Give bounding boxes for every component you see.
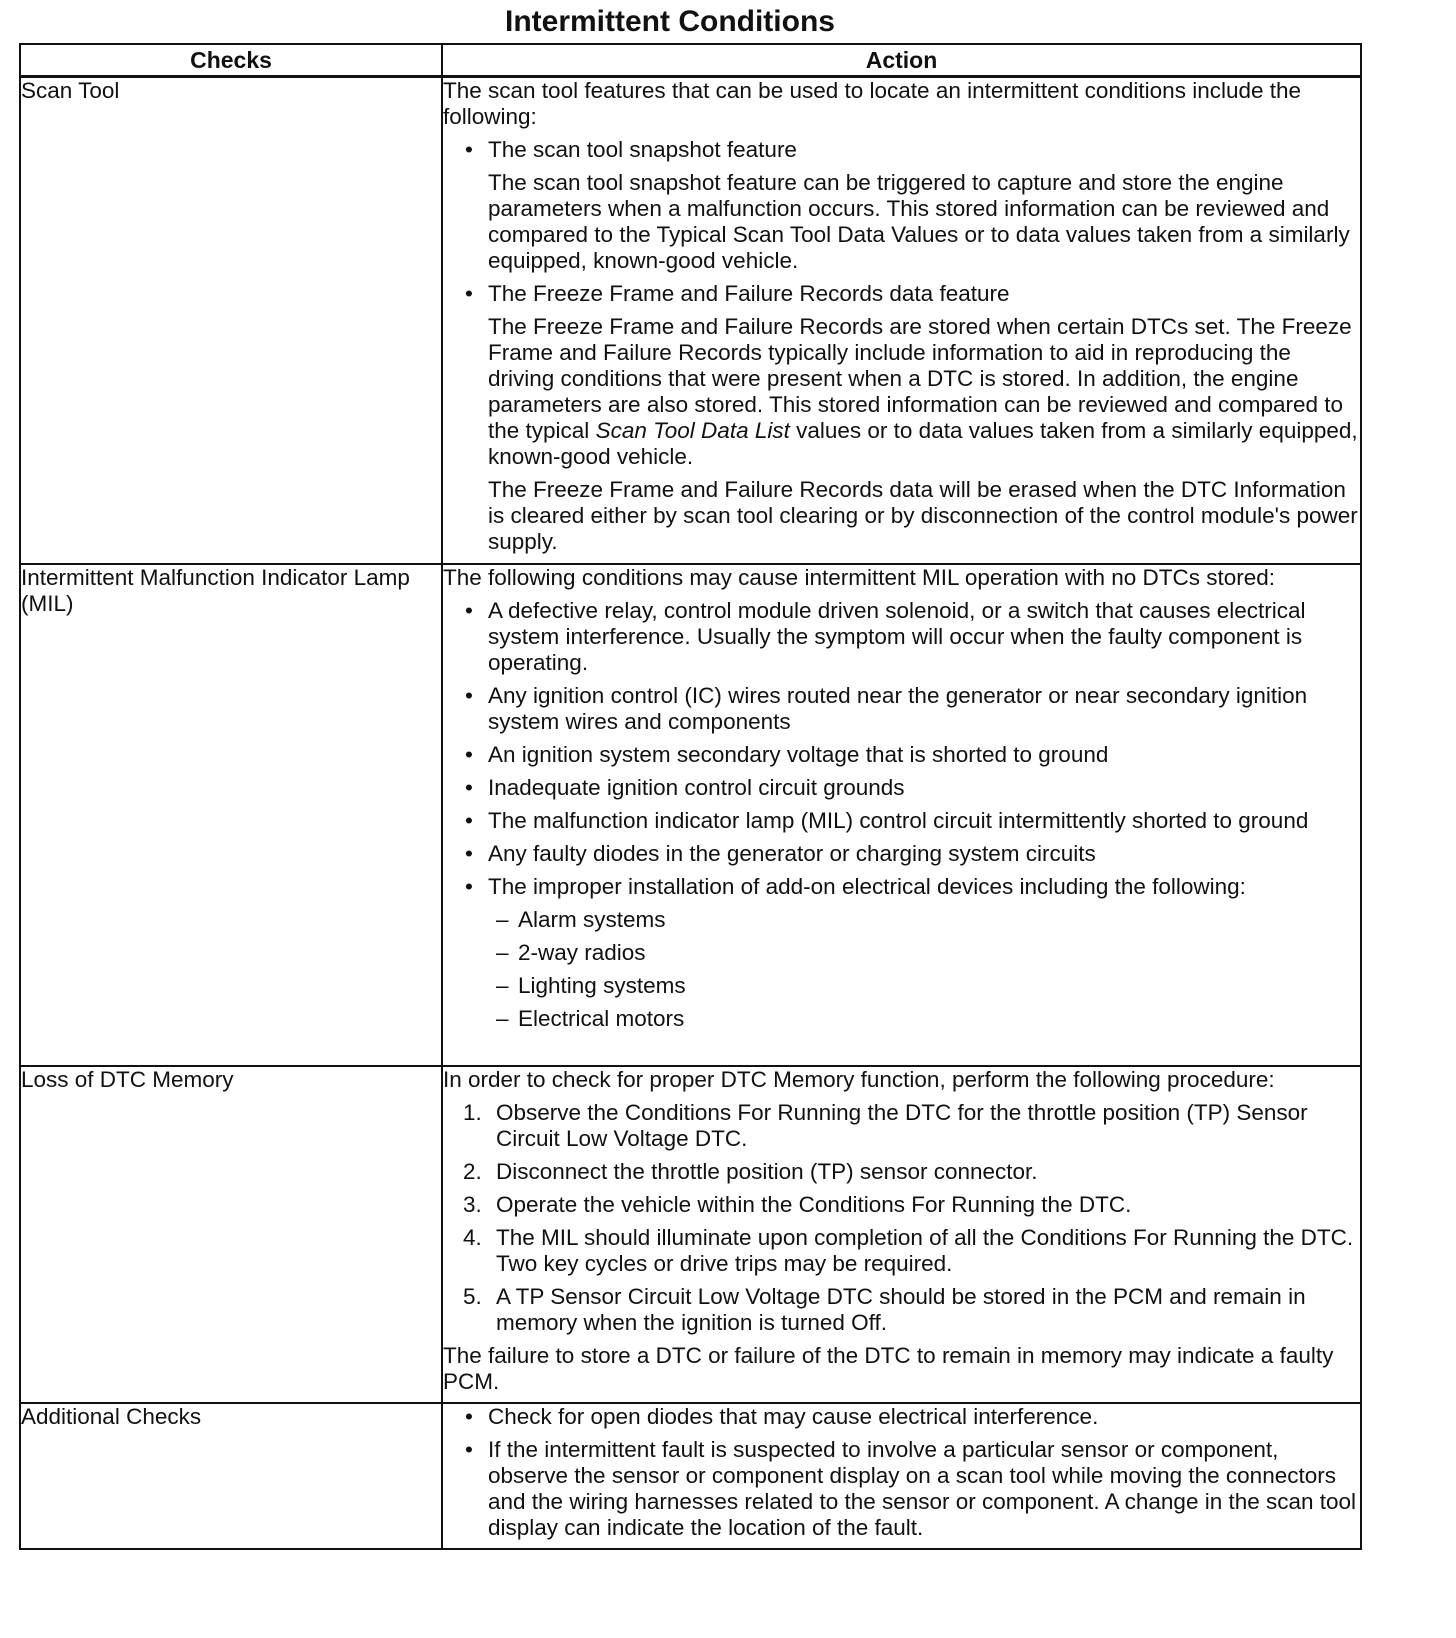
bullet-title: • The scan tool snapshot feature bbox=[488, 137, 797, 162]
list-item: • Check for open diodes that may cause electrical interference. bbox=[443, 1404, 1360, 1430]
bullet-list bbox=[443, 137, 1360, 555]
step-number: 5. bbox=[463, 1283, 482, 1309]
step-number: 4. bbox=[463, 1224, 482, 1250]
sub-list-item: – Electrical motors bbox=[488, 1006, 1360, 1032]
action-intro: The following conditions may cause intermittent MIL operation with no DTCs stored: bbox=[443, 564, 1276, 590]
check-cell: Additional Checks bbox=[20, 1403, 442, 1549]
list-item: • Any faulty diodes in the generator or charging system circuits bbox=[443, 841, 1360, 867]
check-cell: Loss of DTC Memory bbox=[20, 1066, 442, 1403]
bullet-title: • The Freeze Frame and Failure Records data feature bbox=[488, 281, 1010, 306]
check-cell: Scan Tool bbox=[20, 77, 442, 564]
list-item: • Any ignition control (IC) wires routed near the generator or near secondary ignition system wires and components bbox=[443, 683, 1360, 735]
list-item: • If the intermittent fault is suspected to involve a particular sensor or component, observe the sensor or component display on a scan tool while moving the connectors and the wiring harnesses related to the sensor or component. A change in the scan tool display can indicate the location of the fault. bbox=[443, 1437, 1360, 1541]
step-text: The MIL should illuminate upon completion of all the Conditions For Running the DTC. Two key cycles or drive trips may be required. bbox=[496, 1224, 1354, 1276]
sub-list bbox=[488, 907, 1360, 1032]
action-cell bbox=[442, 1403, 1361, 1549]
step-item bbox=[443, 1100, 1360, 1152]
table-row bbox=[20, 1403, 1361, 1549]
step-text: A TP Sensor Circuit Low Voltage DTC should be stored in the PCM and remain in memory when the ignition is turned Off. bbox=[496, 1283, 1306, 1335]
list-item bbox=[443, 874, 1360, 1032]
action-cell bbox=[442, 77, 1361, 564]
list-item: • An ignition system secondary voltage that is shorted to ground bbox=[443, 742, 1360, 768]
action-intro: The scan tool features that can be used to locate an intermittent conditions include the following: bbox=[443, 78, 1302, 129]
table-row bbox=[20, 564, 1361, 1066]
step-number: 3. bbox=[463, 1191, 482, 1217]
list-item bbox=[443, 137, 1360, 274]
bullet-body: The scan tool snapshot feature can be triggered to capture and store the engine parameters when a malfunction occurs. This stored information can be reviewed and compared to the Typical Scan Tool Data Values or to data values taken from a similarly equipped, known-good vehicle. bbox=[488, 170, 1350, 273]
bullet-title: • The improper installation of add-on electrical devices including the following: bbox=[488, 873, 1246, 899]
table-header-row bbox=[20, 44, 1361, 77]
step-text: Operate the vehicle within the Conditions For Running the DTC. bbox=[496, 1191, 1132, 1217]
sub-list-item: – 2-way radios bbox=[488, 940, 1360, 966]
list-item: • The malfunction indicator lamp (MIL) control circuit intermittently shorted to ground bbox=[443, 808, 1360, 834]
step-list bbox=[443, 1100, 1360, 1336]
step-item bbox=[443, 1192, 1360, 1218]
action-outro: The failure to store a DTC or failure of the DTC to remain in memory may indicate a faulty PCM. bbox=[443, 1342, 1334, 1394]
step-number: 2. bbox=[463, 1158, 482, 1184]
sub-list-item: – Alarm systems bbox=[488, 907, 1360, 933]
step-item bbox=[443, 1225, 1360, 1277]
action-intro: In order to check for proper DTC Memory function, perform the following procedure: bbox=[443, 1066, 1275, 1092]
action-cell bbox=[442, 1066, 1361, 1403]
bullet-body bbox=[488, 314, 1360, 470]
body-text: values or to data values taken from a similarly equipped, known-good vehicle. bbox=[488, 418, 1358, 469]
table-row bbox=[20, 1066, 1361, 1403]
sub-list-item: – Lighting systems bbox=[488, 973, 1360, 999]
step-item bbox=[443, 1284, 1360, 1336]
bullet-body: The Freeze Frame and Failure Records data will be erased when the DTC Information is cleared either by scan tool clearing or by disconnection of the control module's power supply. bbox=[488, 477, 1358, 554]
conditions-table bbox=[19, 43, 1362, 1550]
table-row bbox=[20, 77, 1361, 564]
action-cell bbox=[442, 564, 1361, 1066]
page-title: Intermittent Conditions bbox=[505, 5, 835, 38]
step-item bbox=[443, 1159, 1360, 1185]
header-checks: Checks bbox=[20, 44, 442, 77]
check-cell: Intermittent Malfunction Indicator Lamp (MIL) bbox=[20, 564, 442, 1066]
bullet-list bbox=[443, 598, 1360, 1032]
list-item: • A defective relay, control module driven solenoid, or a switch that causes electrical system interference. Usually the symptom will occur when the faulty component is operating. bbox=[443, 598, 1360, 676]
step-text: Observe the Conditions For Running the DTC for the throttle position (TP) Sensor Circuit Low Voltage DTC. bbox=[496, 1099, 1308, 1151]
list-item bbox=[443, 281, 1360, 555]
body-text: The Freeze Frame and Failure Records are stored when certain DTCs set. The Freeze Frame and Failure Records typically include information to aid in reproducing the driving conditions that were present when a DTC is stored. In addition, the engine parameters are also stored. This stored information can be reviewed and compared to the typical bbox=[488, 314, 1352, 443]
bullet-list bbox=[443, 1404, 1360, 1541]
list-item: • Inadequate ignition control circuit grounds bbox=[443, 775, 1360, 801]
body-italic-text: Scan Tool Data List bbox=[595, 418, 790, 443]
step-text: Disconnect the throttle position (TP) sensor connector. bbox=[496, 1158, 1038, 1184]
header-action: Action bbox=[442, 44, 1361, 77]
step-number: 1. bbox=[463, 1099, 482, 1125]
